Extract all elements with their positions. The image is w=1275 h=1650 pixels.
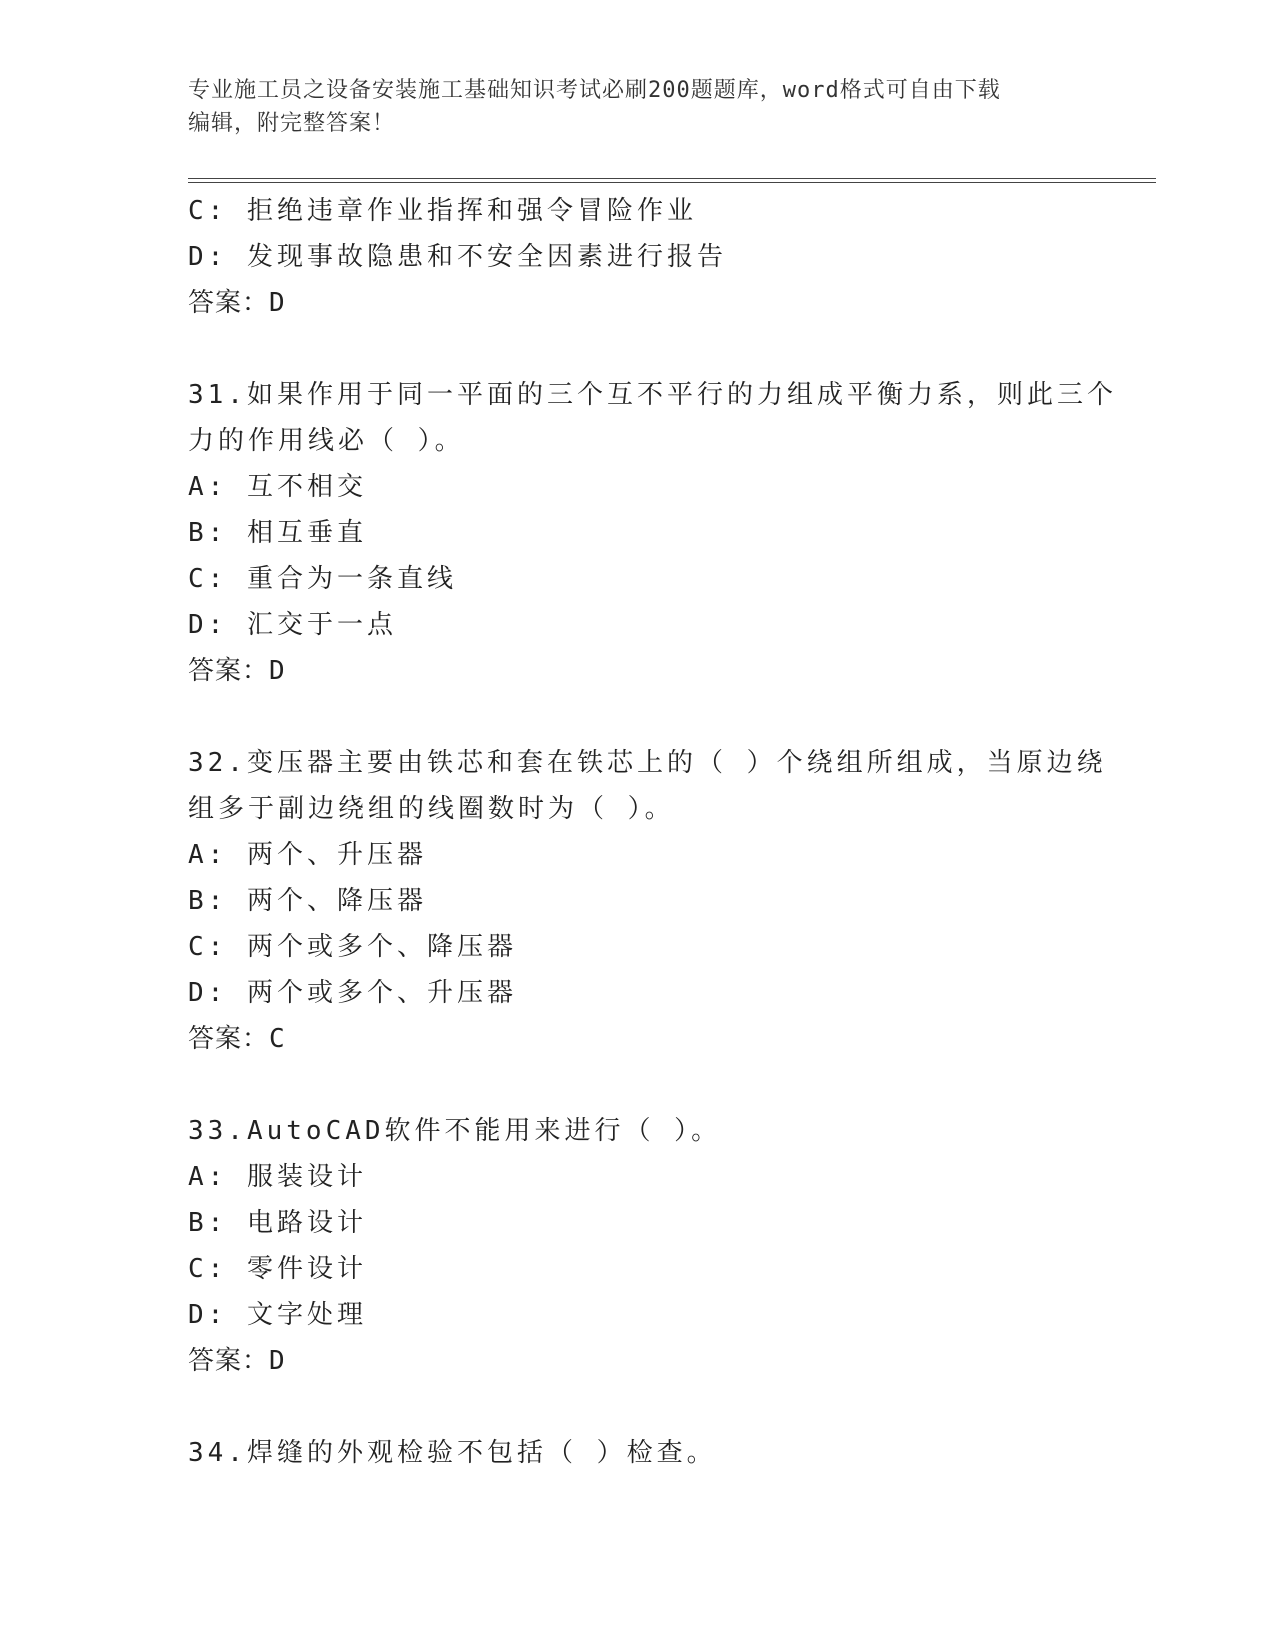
option-b: B: 电路设计 (188, 1208, 367, 1238)
answer-label: 答案：D (188, 656, 286, 686)
question-stem-line: 31.如果作用于同一平面的三个互不平行的力组成平衡力系，则此三个 (188, 380, 1117, 410)
option-a: A: 两个、升压器 (188, 840, 427, 870)
option-c: C: 重合为一条直线 (188, 564, 457, 594)
question-stem-line: 32.变压器主要由铁芯和套在铁芯上的（ ）个绕组所组成，当原边绕 (188, 748, 1107, 778)
question-stem-line: 33.AutoCAD软件不能用来进行（ ）。 (188, 1116, 722, 1146)
option-d: D: 汇交于一点 (188, 610, 397, 640)
question-30-tail (188, 188, 1088, 326)
question-34 (188, 1430, 1088, 1476)
header-title-line-1: 专业施工员之设备安装施工基础知识考试必刷200题题库，word格式可自由下载 (188, 78, 1001, 103)
option-b: B: 相互垂直 (188, 518, 367, 548)
option-a: A: 服装设计 (188, 1162, 367, 1192)
answer-label: 答案：D (188, 1346, 286, 1376)
question-list (188, 188, 1117, 1476)
question-31 (188, 372, 1117, 694)
option-c: C: 拒绝违章作业指挥和强令冒险作业 (188, 196, 697, 226)
option-c: C: 零件设计 (188, 1254, 367, 1284)
option-a: A: 互不相交 (188, 472, 367, 502)
question-stem-line: 34.焊缝的外观检验不包括（ ）检查。 (188, 1438, 717, 1468)
option-c: C: 两个或多个、降压器 (188, 932, 517, 962)
option-b: B: 两个、降压器 (188, 886, 427, 916)
spacer (188, 326, 1088, 372)
header-title-line-2: 编辑，附完整答案！ (188, 111, 396, 136)
option-d: D: 发现事故隐患和不安全因素进行报告 (188, 242, 727, 272)
question-stem-line: 组多于副边绕组的线圈数时为（ ）。 (188, 794, 675, 824)
answer-label: 答案：C (188, 1024, 286, 1054)
header-divider-top (188, 178, 1156, 179)
option-d: D: 两个或多个、升压器 (188, 978, 517, 1008)
spacer (188, 694, 1088, 740)
spacer (188, 1384, 1088, 1430)
header-divider-bottom (188, 182, 1156, 183)
question-stem-line: 力的作用线必（ ）。 (188, 426, 465, 456)
question-33 (188, 1108, 1088, 1384)
question-32 (188, 740, 1107, 1062)
document-header (188, 74, 1068, 140)
option-d: D: 文字处理 (188, 1300, 367, 1330)
spacer (188, 1062, 1088, 1108)
answer-label: 答案：D (188, 288, 286, 318)
